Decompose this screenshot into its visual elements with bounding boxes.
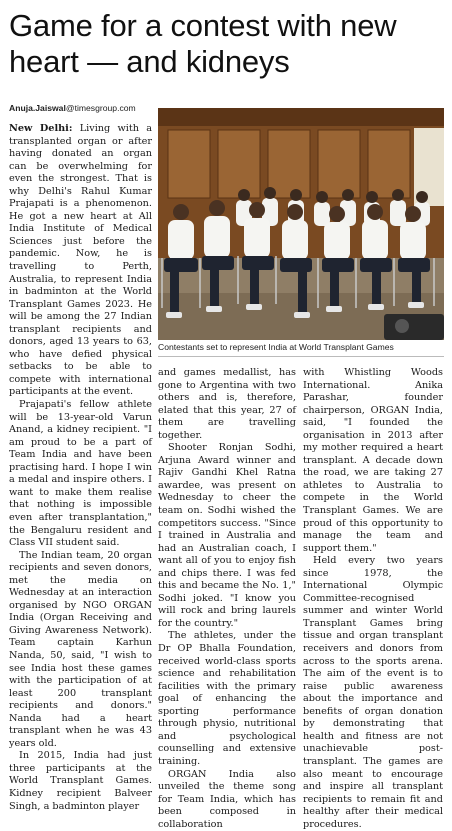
article-column-2 <box>158 367 296 831</box>
article-paragraph: Prajapati's fellow athlete will be 13-year-old Varun Anand, a kidney recipient. "I am proud to be a part of Team India and have been practising hard. I hope I win a medal and inspire others. I want to make them realise that nothing is impossible even after transplantation," the Bengaluru resident and Class VII student said. <box>9 399 152 550</box>
headline: Game for a contest with new heart — and kidneys <box>9 8 445 80</box>
caption-divider <box>158 356 444 357</box>
article-column-1 <box>9 123 152 813</box>
article-paragraph: The Indian team, 20 organ recipients and seven donors, met the media on Wednesday at an interaction organised by NGO ORGAN India (Organ Receiving and Giving Awareness Network). Team captain Karhun Nanda, 50, said, "I wish to see India host these games with the participation of at least 200 transplant recipients and donors." Nanda had a heart transplant when he was 43 years old. <box>9 550 152 751</box>
article-paragraph: ORGAN India also unveiled the theme song for Team India, which has been composed in collaboration <box>158 769 296 831</box>
article-paragraph <box>9 123 152 399</box>
team-photo <box>158 108 444 340</box>
article-paragraph: and games medallist, has gone to Argentina with two others and is, therefore, elated that this year, 27 of them are travelling together. <box>158 367 296 442</box>
article-paragraph: Held every two years since 1978, the International Olympic Committee-recognised summer and winter World Transplant Games bring tissue and organ transplant receivers and donors from across to the sports arena. The aim of the event is to raise public awareness about the importance and benefits of organ donation by demonstrating that health and fitness are not unachievable post-transplant. The games are also meant to encourage and inspire all transplant recipients to remain fit and healthy after their medical procedures. <box>303 555 443 831</box>
byline-domain: @timesgroup.com <box>66 103 136 113</box>
photo-caption: Contestants set to represent India at World Transplant Games <box>158 342 444 352</box>
byline-author: Anuja.Jaiswal <box>9 103 66 113</box>
article-paragraph: Shooter Ronjan Sodhi, Arjuna Award winner and Rajiv Gandhi Khel Ratna awardee, was present on Wednesday to cheer the team on. Sodhi wished the competitors success. "Since I trained in Australia and had an Australian coach, I want all of you to enjoy fish and chips there. I was fed this and became the No. 1," Sodhi joked. "I know you will rock and bring laurels for the country." <box>158 442 296 630</box>
article-paragraph: with Whistling Woods International. Anika Parashar, founder chairperson, ORGAN India, said, "I founded the organisation in 2013 after my mother required a heart transplant. A decade down the road, we are taking 27 athletes to Australia to compete in the World Transplant Games. We are proud of this opportunity to manage the team and support them." <box>303 367 443 555</box>
article-column-3 <box>303 367 443 831</box>
lead-text: Living with a transplanted organ or after having donated an organ can be overwhelming for even the strongest. That is why Delhi's Rahul Kumar Prajapati is a phenomenon. He got a new heart at All India Institute of Medical Sciences just before the pandemic. Now, he is travelling to Perth, Australia, to represent India in badminton at the World Transplant Games 2023. He will be among the 27 Indian transplant recipients and donors, aged 13 years to 63, who have defied physical setbacks to be able to compete with international participants at the event. <box>9 123 152 397</box>
dateline: New Delhi: <box>9 123 72 134</box>
article-paragraph: In 2015, India had just three participants at the World Transplant Games. Kidney recipient Balveer Singh, a badminton player <box>9 750 152 813</box>
article-paragraph: The athletes, under the Dr OP Bhalla Foundation, received world-class sports science and rehabilitation facilities with the primary goal of enhancing the sporting performance through physio, nutritional and psychological counselling and extensive training. <box>158 630 296 768</box>
byline <box>9 103 136 113</box>
